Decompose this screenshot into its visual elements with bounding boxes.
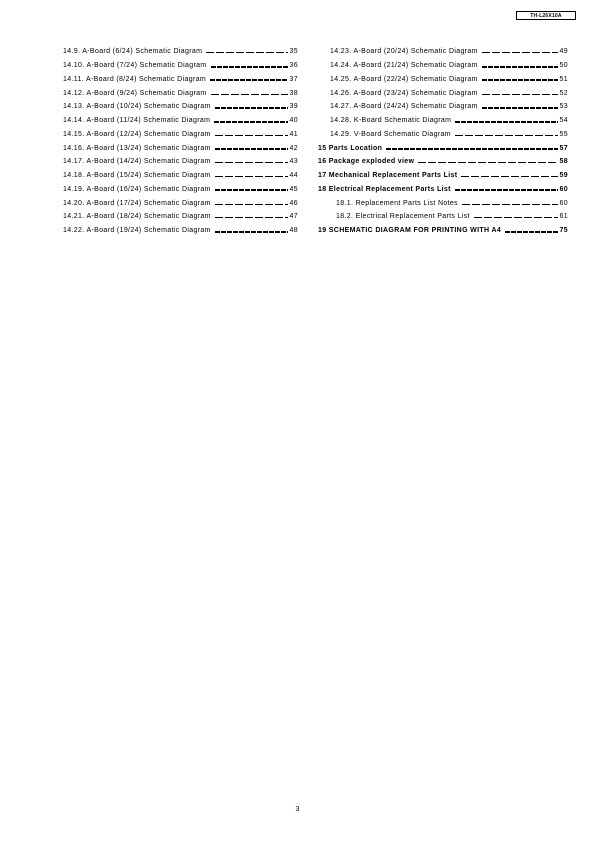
toc-entry-label: 18.2. Electrical Replacement Parts List: [336, 213, 470, 221]
toc-entry-page: 45: [289, 185, 298, 193]
toc-entry-page: 60: [559, 199, 568, 207]
toc-entry[interactable]: [318, 114, 568, 128]
toc-entry-page: 50: [559, 62, 568, 70]
leader-dots: [215, 107, 288, 109]
toc-entry-chapter[interactable]: [318, 141, 568, 155]
toc-entry[interactable]: [63, 100, 298, 114]
toc-entry[interactable]: [63, 59, 298, 73]
toc-entry[interactable]: [63, 183, 298, 197]
toc-left-column: [63, 45, 298, 238]
leader-dots: [215, 162, 288, 163]
leader-dots: [215, 135, 288, 136]
toc-entry-label: 14.12. A-Board (9/24) Schematic Diagram: [63, 89, 207, 97]
leader-dots: [461, 176, 558, 177]
toc-entry[interactable]: [318, 210, 568, 224]
toc-entry[interactable]: [63, 210, 298, 224]
toc-entry-chapter[interactable]: [318, 155, 568, 169]
leader-dots: [386, 148, 558, 150]
toc-entry-label: 14.22. A-Board (19/24) Schematic Diagram: [63, 227, 211, 235]
toc-entry-page: 52: [559, 89, 568, 97]
toc-entry-page: 43: [289, 158, 298, 166]
leader-dots: [455, 189, 558, 191]
toc-entry-label: 14.16. A-Board (13/24) Schematic Diagram: [63, 144, 211, 152]
toc-entry[interactable]: [63, 169, 298, 183]
toc-entry-page: 38: [289, 89, 298, 97]
toc-entry[interactable]: [63, 141, 298, 155]
toc-entry-label: 14.26. A-Board (23/24) Schematic Diagram: [330, 89, 478, 97]
toc-entry-page: 36: [289, 62, 298, 70]
toc-entry-label: 14.25. A-Board (22/24) Schematic Diagram: [330, 75, 478, 83]
leader-dots: [474, 217, 558, 218]
leader-dots: [418, 162, 558, 163]
leader-dots: [215, 231, 288, 233]
toc-entry-chapter[interactable]: [318, 224, 568, 238]
toc-entry[interactable]: [63, 114, 298, 128]
toc-entry[interactable]: [318, 45, 568, 59]
toc-entry-page: 37: [289, 75, 298, 83]
toc-entry-label: 17 Mechanical Replacement Parts List: [318, 172, 458, 180]
toc-entry-page: 40: [289, 117, 298, 125]
toc-entry-label: 18 Electrical Replacement Parts List: [318, 185, 451, 193]
leader-dots: [482, 107, 558, 109]
toc-entry[interactable]: [318, 59, 568, 73]
leader-dots: [462, 204, 558, 205]
leader-dots: [211, 94, 288, 95]
leader-dots: [215, 204, 288, 205]
toc-entry-page: 57: [559, 144, 568, 152]
toc-entry-label: 14.20. A-Board (17/24) Schematic Diagram: [63, 199, 211, 207]
toc-entry-label: 15 Parts Location: [318, 144, 383, 152]
toc-entry-chapter[interactable]: [318, 183, 568, 197]
toc-entry-page: 55: [559, 130, 568, 138]
toc-entry-page: 60: [559, 185, 568, 193]
toc-entry[interactable]: [63, 45, 298, 59]
toc-entry-label: 14.19. A-Board (16/24) Schematic Diagram: [63, 185, 211, 193]
toc-entry-label: 14.13. A-Board (10/24) Schematic Diagram: [63, 103, 211, 111]
toc-entry-page: 48: [289, 227, 298, 235]
leader-dots: [211, 66, 288, 68]
toc-entry-label: 14.9. A-Board (6/24) Schematic Diagram: [63, 48, 203, 56]
toc-entry-chapter[interactable]: [318, 169, 568, 183]
toc-entry-page: 49: [559, 48, 568, 56]
toc-entry-page: 35: [289, 48, 298, 56]
toc-entry-label: 18.1. Replacement Parts List Notes: [336, 199, 459, 207]
toc-entry[interactable]: [63, 86, 298, 100]
toc-entry-page: 47: [289, 213, 298, 221]
page-number: 3: [295, 806, 300, 813]
leader-dots: [215, 217, 288, 218]
toc-entry[interactable]: [318, 128, 568, 142]
toc-entry-label: 14.17. A-Board (14/24) Schematic Diagram: [63, 158, 211, 166]
toc-entry[interactable]: [63, 128, 298, 142]
toc-entry-label: 14.21. A-Board (18/24) Schematic Diagram: [63, 213, 211, 221]
toc-entry-label: 14.14. A-Board (11/24) Schematic Diagram: [63, 117, 211, 125]
leader-dots: [455, 135, 558, 136]
leader-dots: [215, 148, 288, 150]
leader-dots: [482, 66, 558, 68]
toc-entry-page: 39: [289, 103, 298, 111]
toc-entry-label: 14.24. A-Board (21/24) Schematic Diagram: [330, 62, 478, 70]
model-number-badge: TH-L26X10A: [516, 11, 576, 20]
toc-entry-label: 19 SCHEMATIC DIAGRAM FOR PRINTING WITH A4: [318, 227, 502, 235]
toc-entry-page: 75: [559, 227, 568, 235]
toc-entry-page: 42: [289, 144, 298, 152]
toc-entry[interactable]: [318, 73, 568, 87]
leader-dots: [215, 189, 288, 191]
toc-entry-page: 41: [289, 130, 298, 138]
leader-dots: [210, 79, 288, 81]
toc-entry-label: 14.10. A-Board (7/24) Schematic Diagram: [63, 62, 207, 70]
leader-dots: [482, 94, 558, 95]
leader-dots: [482, 52, 558, 53]
toc-entry-label: 14.28. K-Board Schematic Diagram: [330, 117, 452, 125]
toc-entry-label: 14.18. A-Board (15/24) Schematic Diagram: [63, 172, 211, 180]
toc-entry[interactable]: [63, 224, 298, 238]
leader-dots: [215, 176, 288, 177]
toc-entry-label: 14.15. A-Board (12/24) Schematic Diagram: [63, 130, 211, 138]
toc-entry-label: 16 Package exploded view: [318, 158, 415, 166]
toc-entry-page: 51: [559, 75, 568, 83]
leader-dots: [505, 231, 558, 233]
toc-right-column: [318, 45, 568, 238]
leader-dots: [214, 121, 288, 123]
toc-entry-label: 14.29. V-Board Schematic Diagram: [330, 130, 451, 138]
leader-dots: [206, 52, 288, 53]
toc-entry[interactable]: [318, 100, 568, 114]
toc-entry-page: 44: [289, 172, 298, 180]
toc-entry[interactable]: [318, 86, 568, 100]
leader-dots: [482, 79, 558, 81]
toc-entry-label: 14.23. A-Board (20/24) Schematic Diagram: [330, 48, 478, 56]
toc-entry[interactable]: [63, 73, 298, 87]
toc-entry-page: 59: [559, 172, 568, 180]
toc-entry-page: 54: [559, 117, 568, 125]
toc-entry-page: 61: [559, 213, 568, 221]
leader-dots: [455, 121, 558, 123]
toc-entry-page: 53: [559, 103, 568, 111]
toc-entry[interactable]: [63, 155, 298, 169]
toc-entry-page: 46: [289, 199, 298, 207]
toc-entry-page: 58: [559, 158, 568, 166]
toc-entry[interactable]: [63, 196, 298, 210]
toc-entry-label: 14.27. A-Board (24/24) Schematic Diagram: [330, 103, 478, 111]
toc-entry[interactable]: [318, 196, 568, 210]
toc-entry-label: 14.11. A-Board (8/24) Schematic Diagram: [63, 75, 207, 83]
